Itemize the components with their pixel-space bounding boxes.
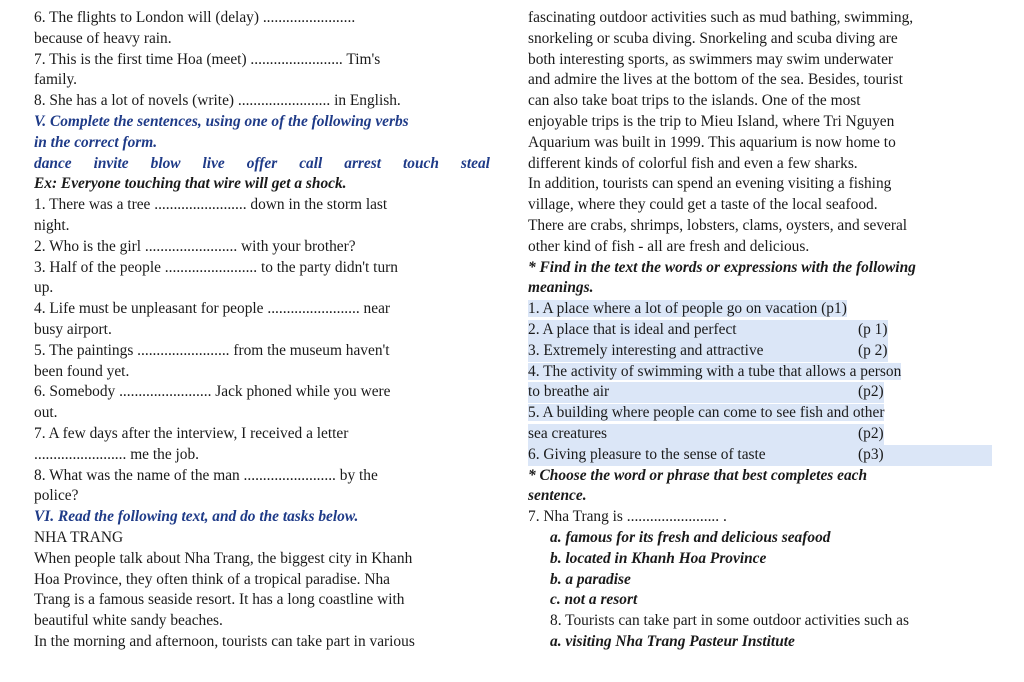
passage-line: and admire the lives at the bottom of the sea. Besides, tourist [528, 71, 903, 89]
right-column [528, 8, 992, 653]
text-line: been found yet. [34, 362, 130, 380]
verb-word: arrest [344, 154, 382, 172]
text-line: up. [34, 279, 54, 297]
verb-word: blow [150, 154, 181, 172]
verb-word: invite [93, 154, 129, 172]
question-item [528, 341, 992, 362]
task-heading: * Choose the word or phrase that best completes each [528, 466, 868, 484]
mc-option: a. visiting Nha Trang Pasteur Institute [550, 632, 795, 650]
text-line: 7. This is the first time Hoa (meet) ........................ Tim's [34, 50, 381, 68]
passage-line: snorkeling or scuba diving. Snorkeling and scuba diving are [528, 29, 898, 47]
verb-word: offer [246, 154, 278, 172]
exercise-item: 4. Life must be unpleasant for people ........................ near [34, 300, 391, 318]
passage-line: In addition, tourists can spend an evening visiting a fishing [528, 175, 892, 193]
mc-option: a. famous for its fresh and delicious seafood [550, 528, 831, 546]
text-line: because of heavy rain. [34, 29, 172, 47]
question-page: (p2) [858, 424, 884, 445]
text-line: out. [34, 404, 58, 422]
task-heading-cont: meanings. [528, 279, 594, 297]
question-page: (p3) [858, 445, 884, 463]
question-item-cont [528, 382, 992, 403]
verb-word: steal [460, 154, 490, 172]
question-item [528, 445, 992, 466]
exercise-item: 8. What was the name of the man ........................ by the [34, 466, 378, 484]
question-text: 4. The activity of swimming with a tube that allows a person [528, 362, 902, 380]
exercise-item: 5. The paintings ........................ from the museum haven't [34, 341, 390, 359]
passage-line: Hoa Province, they often think of a tropical paradise. Nha [34, 570, 391, 588]
text-line: night. [34, 216, 70, 234]
task-heading: * Find in the text the words or expressions with the following [528, 258, 916, 276]
verb-word: dance [34, 154, 72, 172]
mc-option: b. located in Khanh Hoa Province [550, 549, 767, 567]
section-v-heading: V. Complete the sentences, using one of the following verbs [34, 112, 409, 130]
passage-line: beautiful white sandy beaches. [34, 612, 223, 630]
passage-line: village, where they could get a taste of the local seafood. [528, 196, 878, 214]
left-column [34, 8, 496, 653]
text-line: busy airport. [34, 320, 112, 338]
passage-line: enjoyable trips is the trip to Mieu Island, where Tri Nguyen [528, 112, 895, 130]
question-text: 3. Extremely interesting and attractive [528, 341, 858, 362]
mc-option: c. not a resort [550, 591, 638, 609]
text-line: police? [34, 487, 79, 505]
question-text: sea creatures [528, 424, 858, 445]
mc-question: 7. Nha Trang is ........................ . [528, 508, 727, 526]
question-item-cont [528, 424, 992, 445]
exercise-item: 7. A few days after the interview, I received a letter [34, 424, 349, 442]
verb-word: touch [403, 154, 439, 172]
question-item [528, 362, 992, 383]
passage-line: When people talk about Nha Trang, the biggest city in Khanh [34, 549, 413, 567]
section-vi-heading: VI. Read the following text, and do the tasks below. [34, 508, 359, 526]
passage-line: fascinating outdoor activities such as mud bathing, swimming, [528, 9, 914, 26]
text-line: 8. She has a lot of novels (write) ........................ in English. [34, 92, 401, 110]
passage-line: There are crabs, shrimps, lobsters, clams, oysters, and several [528, 216, 908, 234]
verb-word: call [299, 154, 323, 172]
exercise-item: 1. There was a tree ........................ down in the storm last [34, 196, 388, 214]
passage-line: Aquarium was built in 1999. This aquarium is now home to [528, 133, 896, 151]
question-text: 6. Giving pleasure to the sense of taste [528, 445, 766, 463]
passage-line: can also take boat trips to the islands. One of the most [528, 92, 861, 110]
question-page: (p 1) [858, 320, 888, 341]
question-item [528, 299, 992, 320]
passage-line: other kind of fish - all are fresh and delicious. [528, 237, 810, 255]
verb-word: live [202, 154, 225, 172]
section-v-heading-cont: in the correct form. [34, 133, 158, 151]
task-heading-cont: sentence. [528, 487, 587, 505]
exercise-item: 6. Somebody ........................ Jack phoned while you were [34, 383, 391, 401]
passage-line: Trang is a famous seaside resort. It has a long coastline with [34, 591, 405, 609]
mc-question: 8. Tourists can take part in some outdoor activities such as [550, 612, 909, 630]
text-line: family. [34, 71, 78, 89]
question-page: (p 2) [858, 341, 888, 362]
text-line: 6. The flights to London will (delay) ........................ [34, 9, 356, 26]
example-sentence: Ex: Everyone touching that wire will get a shock. [34, 175, 347, 193]
passage-line: In the morning and afternoon, tourists can take part in various [34, 632, 415, 650]
passage-line: both interesting sports, as swimmers may swim underwater [528, 50, 894, 68]
passage-line: different kinds of colorful fish and even a few sharks. [528, 154, 858, 172]
verb-list [34, 154, 496, 175]
question-text: 1. A place where a lot of people go on vacation (p1) [528, 300, 847, 318]
mc-option: b. a paradise [550, 570, 631, 588]
text-line: ........................ me the job. [34, 445, 200, 463]
question-text: 2. A place that is ideal and perfect [528, 320, 858, 341]
question-item [528, 320, 992, 341]
question-page: (p2) [858, 382, 884, 403]
question-item [528, 403, 992, 424]
question-text: 5. A building where people can come to see fish and other [528, 404, 885, 422]
question-text: to breathe air [528, 382, 858, 403]
exercise-item: 3. Half of the people ........................ to the party didn't turn [34, 258, 398, 276]
passage-title: NHA TRANG [34, 528, 124, 546]
exercise-item: 2. Who is the girl ........................ with your brother? [34, 237, 356, 255]
